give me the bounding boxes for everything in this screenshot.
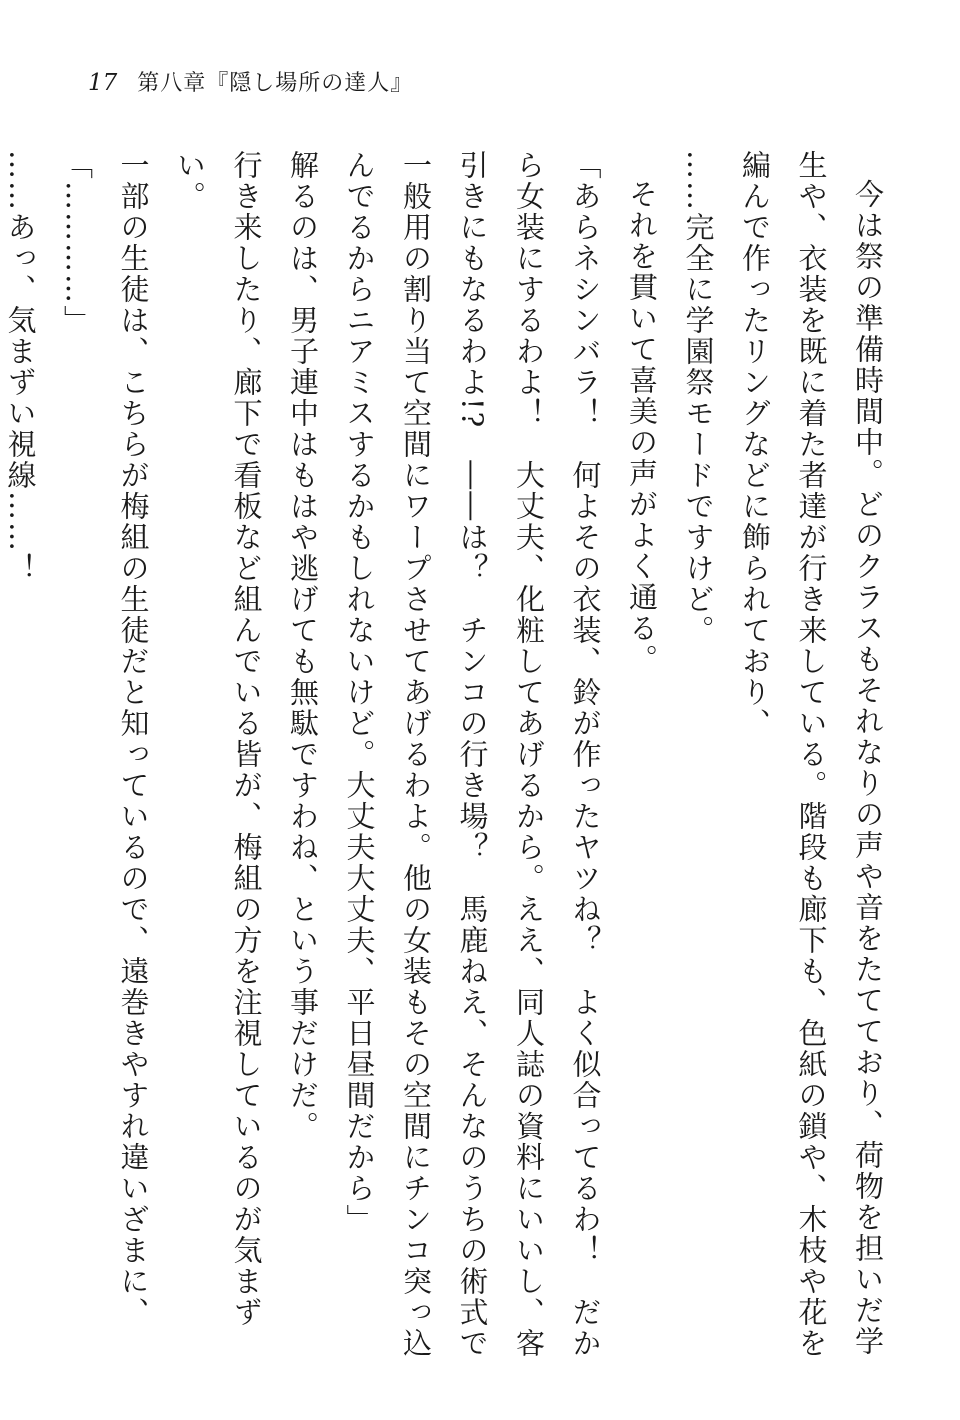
page-number: 17 xyxy=(88,70,118,96)
body-text xyxy=(3,150,896,1360)
paragraph: 行き来したり、廊下で看板など組んでいる皆が、梅組の方を注視しているのが気まずい。 xyxy=(173,150,264,1328)
paragraph: 解るのは、男子連中はもはや逃げても無駄ですわね、という事だけだ。 xyxy=(286,150,320,1142)
chapter-title: 第八章『隠し場所の達人』 xyxy=(137,71,414,96)
running-header xyxy=(88,66,413,106)
paragraph: ……完全に学園祭モードですけど。 xyxy=(681,150,716,646)
paragraph: ……あっ、気まずい視線……！ xyxy=(3,150,38,584)
paragraph: それを貫いて喜美の声がよく通る。 xyxy=(625,179,659,675)
paragraph: 一部の生徒は、こちらが梅組の生徒だと知っているので、遠巻きやすれ違いざまに、 xyxy=(116,150,151,1328)
paragraph: 「…………」 xyxy=(60,150,94,336)
paragraph: 「あらネシンバラ！ 何よその衣装、鈴が作ったヤツね？ よく似合ってるわ！ だから女装にするわよ！ 大丈夫、化粧してあげるから。ええ、同人誌の資料にいいし、客引きにもなるわよ!? ――は？ チンコの行き場？ 馬鹿ねえ、そんなのうちの術式で一般用の割り当て空間にワープさせてあげるわよ。他の女装もその空間にチンコ突っ込んでるからニアミスするかもしれないけど。大丈夫大丈夫、平日昼間だから」 xyxy=(342,150,603,1360)
paragraph: 今は祭の準備時間中。どのクラスもそれなりの声や音をたてており、荷物を担いだ学生や、衣装を既に着た者達が行き来している。階段も廊下も、色紙の鎖や、木枝や花を編んで作ったリングなどに飾られており、 xyxy=(738,150,885,1359)
